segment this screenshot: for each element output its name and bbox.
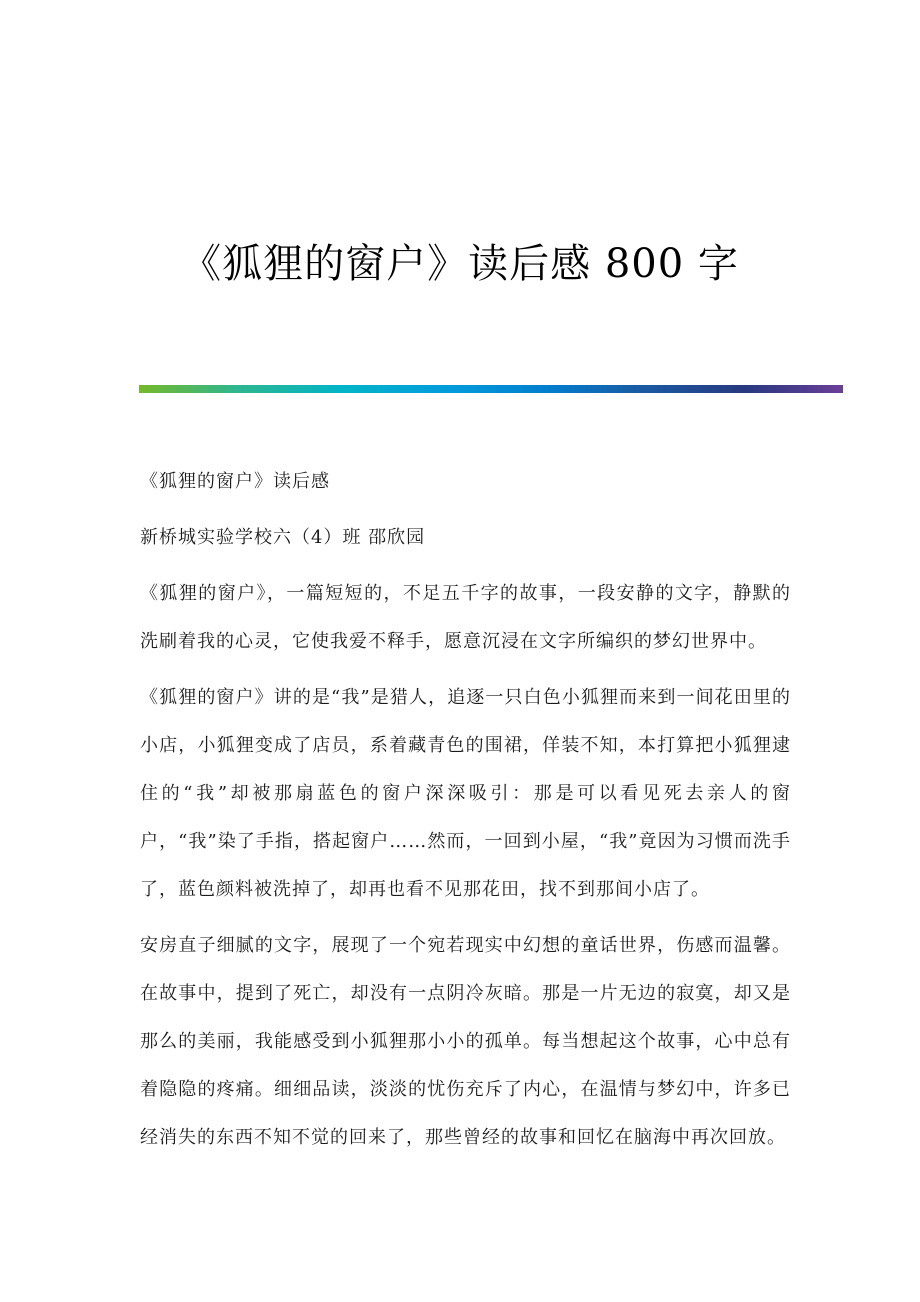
paragraph: 安房直子细腻的文字，展现了一个宛若现实中幻想的童话世界，伤感而温馨。在故事中，提到了死亡，却没有一点阴冷灰暗。那是一片无边的寂寞，却又是那么的美丽，我能感受到小狐狸那小小的孤单。每当想起这个故事，心中总有着隐隐的疼痛。细细品读，淡淡的忧伤充斥了内心，在温情与梦幻中，许多已经消失的东西不知不觉的回来了，那些曾经的故事和回忆在脑海中再次回放。 xyxy=(140,935,791,1148)
paragraph-heading: 《狐狸的窗户》读后感 xyxy=(140,471,330,492)
document-body xyxy=(140,458,791,1170)
paragraph-byline: 新桥城实验学校六（4）班 邵欣园 xyxy=(140,527,426,548)
paragraph: 《狐狸的窗户》讲的是“我”是猎人，追逐一只白色小狐狸而来到一间花田里的小店，小狐狸变成了店员，系着藏青色的围裙，佯装不知，本打算把小狐狸逮住的“我”却被那扇蓝色的窗户深深吸引：那是可以看见死去亲人的窗户，“我”染了手指，搭起窗户……然而，一回到小屋，“我”竟因为习惯而洗手了，蓝色颜料被洗掉了，却再也看不见那花田，找不到那间小店了。 xyxy=(140,687,791,900)
document-title: 《狐狸的窗户》读后感 800 字 xyxy=(181,240,739,287)
gradient-divider xyxy=(139,385,843,393)
paragraph: 《狐狸的窗户》，一篇短短的，不足五千字的故事，一段安静的文字，静默的洗刷着我的心灵，它使我爱不释手，愿意沉浸在文字所编织的梦幻世界中。 xyxy=(140,583,791,652)
